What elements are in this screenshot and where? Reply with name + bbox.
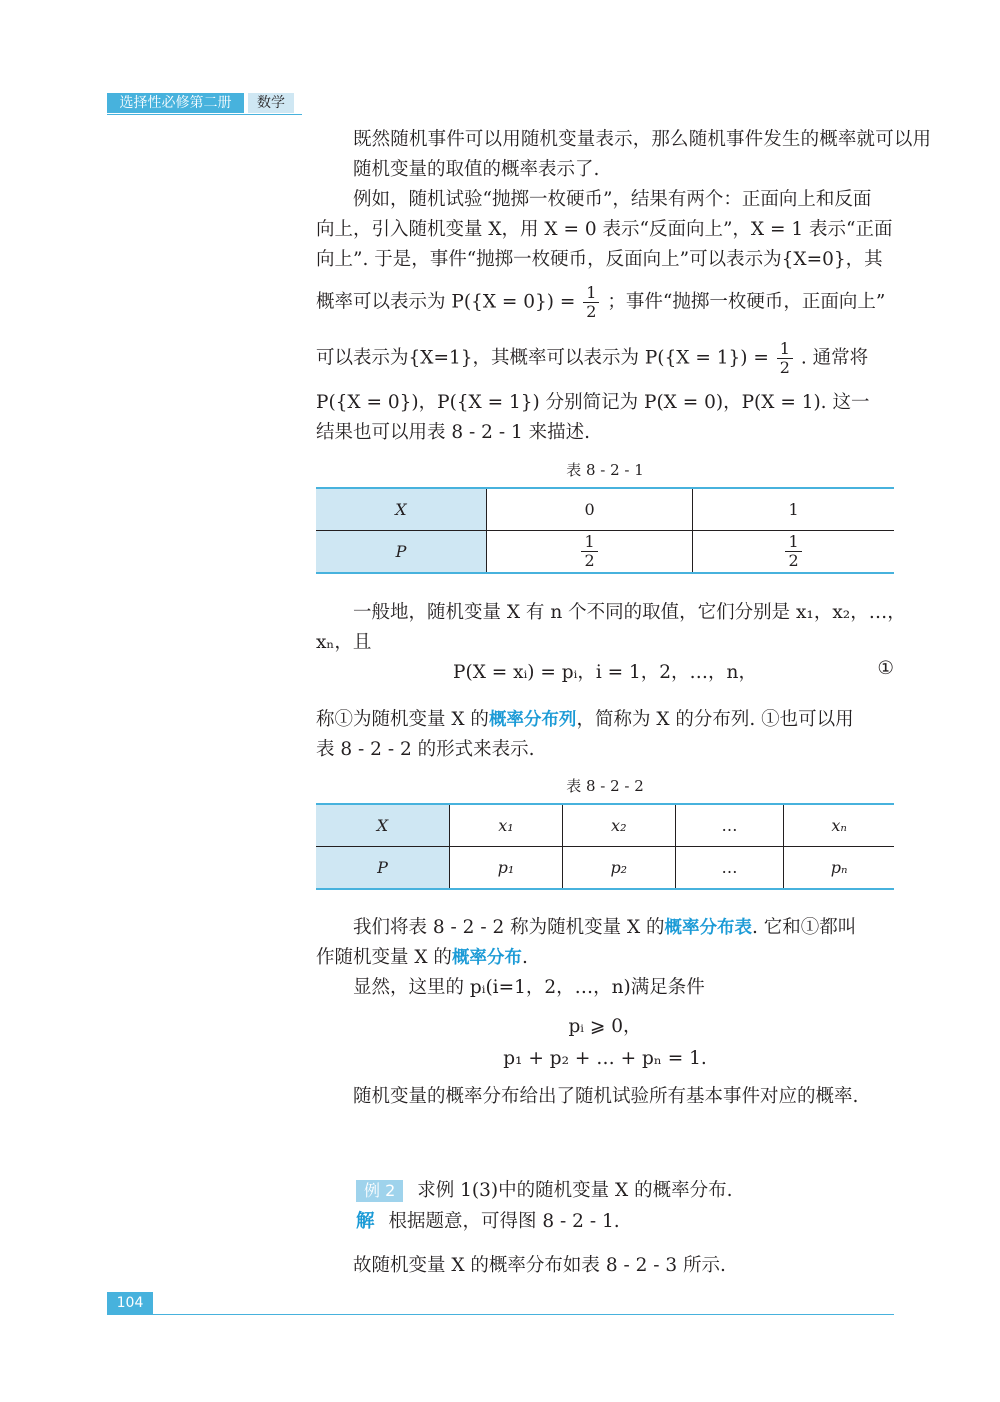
example-conclusion: 故随机变量 X 的概率分布如表 8 - 2 - 3 所示. (353, 1255, 726, 1276)
table-cell (693, 531, 894, 574)
formula-distribution: P(X = xᵢ) = pᵢ，i = 1，2，…，n， (453, 662, 757, 683)
fraction-denominator: 2 (586, 302, 597, 321)
text-segment: ，简称为 X 的分布列. ①也可以用 (576, 709, 854, 730)
example-question: 求例 1(3)中的随机变量 X 的概率分布. (417, 1180, 733, 1201)
distribution-table-1 (316, 487, 894, 574)
footer-rule (107, 1314, 894, 1315)
header-subject: 数学 (248, 93, 294, 113)
table-cell: x₁ (450, 804, 563, 847)
table-cell: 1 (693, 488, 894, 531)
distribution-table-2 (316, 803, 894, 890)
text-segment: . (521, 947, 528, 968)
fraction-numerator: 1 (581, 533, 597, 552)
term-highlight: 概率分布列 (488, 710, 577, 730)
table-cell: … (675, 847, 784, 890)
header-rule (107, 114, 302, 115)
paragraph-intro: 既然随机事件可以用随机变量表示，那么随机事件发生的概率就可以用随机变量的取值的概率表示了. (353, 129, 931, 180)
paragraph-definition-line-2: 表 8 - 2 - 2 的形式来表示. (316, 739, 535, 760)
table-row (316, 488, 894, 531)
paragraph-general-line-1: 一般地，随机变量 X 有 n 个不同的取值，它们分别是 x₁，x₂，…， (353, 602, 906, 623)
paragraph-coin-line-5 (316, 340, 894, 377)
text-segment: . 通常将 (800, 347, 869, 369)
text-segment: 我们将表 8 - 2 - 2 称为随机变量 X 的 (353, 917, 665, 938)
paragraph-summary: 随机变量的概率分布给出了随机试验所有基本事件对应的概率. (353, 1086, 859, 1107)
fraction-numerator: 1 (583, 284, 599, 303)
text-segment: 可以表示为{X=1}，其概率可以表示为 P({X = 1}) = (316, 347, 769, 369)
paragraph-definition-line-1 (316, 705, 894, 731)
header-book-title: 选择性必修第二册 (107, 93, 244, 113)
table-cell: pₙ (784, 847, 894, 890)
table-row (316, 804, 894, 847)
table-cell: P (316, 531, 487, 574)
paragraph-coin-line-4 (316, 284, 894, 321)
table-caption: 表 8 - 2 - 1 (566, 461, 644, 479)
term-highlight: 概率分布 (451, 948, 522, 968)
page-number: 104 (107, 1292, 153, 1314)
fraction-half (583, 284, 599, 321)
table-cell: 0 (487, 488, 693, 531)
table-cell: X (316, 488, 487, 531)
table-cell: p₁ (450, 847, 563, 890)
table-row (316, 847, 894, 890)
table-cell: xₙ (784, 804, 894, 847)
term-highlight: 概率分布表 (664, 918, 753, 938)
table-cell: p₂ (562, 847, 675, 890)
table-cell (487, 531, 693, 574)
text-segment: 概率可以表示为 P({X = 0}) = (316, 291, 576, 313)
table-caption: 表 8 - 2 - 2 (566, 777, 644, 795)
paragraph-coin-line-7: 结果也可以用表 8 - 2 - 1 来描述. (316, 422, 590, 443)
formula-sum-one: p₁ + p₂ + … + pₙ = 1. (503, 1048, 707, 1069)
solution-text: 根据题意，可得图 8 - 2 - 1. (388, 1211, 620, 1232)
paragraph-coin-line-6: P({X = 0})，P({X = 1}) 分别简记为 P(X = 0)，P(X = 1). 这一 (316, 392, 870, 413)
table-row (316, 531, 894, 574)
text-segment: ；事件“抛掷一枚硬币，正面向上” (607, 291, 886, 313)
table-cell: x₂ (562, 804, 675, 847)
fraction-denominator: 2 (584, 551, 595, 570)
text-segment: 作随机变量 X 的 (316, 947, 452, 968)
formula-nonnegative: pᵢ ⩾ 0， (568, 1016, 642, 1037)
paragraph-table-line-1 (316, 913, 931, 939)
text-segment: . 它和①都叫 (752, 917, 857, 938)
formula-mark: ① (877, 658, 894, 679)
fraction-denominator: 2 (779, 358, 790, 377)
table-cell: X (316, 804, 450, 847)
paragraph-coin-line-1: 例如，随机试验“抛掷一枚硬币”，结果有两个：正面向上和反面 (353, 189, 872, 210)
paragraph-conditions: 显然，这里的 pᵢ(i=1，2，…，n)满足条件 (353, 977, 705, 998)
fraction-half (777, 340, 793, 377)
fraction-numerator: 1 (777, 340, 793, 359)
table-cell: P (316, 847, 450, 890)
table-cell: … (675, 804, 784, 847)
fraction-numerator: 1 (785, 533, 801, 552)
fraction-half (581, 533, 597, 570)
example-solution (316, 1207, 934, 1233)
paragraph-table-line-2 (316, 943, 894, 969)
text-segment: 称①为随机变量 X 的 (316, 709, 489, 730)
paragraph-coin-line-2: 向上，引入随机变量 X，用 X = 0 表示“反面向上”，X = 1 表示“正面 (316, 219, 893, 240)
example-2 (316, 1176, 934, 1202)
solution-tag: 解 (356, 1211, 375, 1232)
paragraph-general-line-2: xₙ，且 (316, 632, 372, 653)
paragraph-coin-line-3: 向上”. 于是，事件“抛掷一枚硬币，反面向上”可以表示为{X=0}，其 (316, 249, 883, 270)
fraction-denominator: 2 (788, 551, 799, 570)
example-tag: 例 2 (356, 1180, 403, 1202)
fraction-half (785, 533, 801, 570)
